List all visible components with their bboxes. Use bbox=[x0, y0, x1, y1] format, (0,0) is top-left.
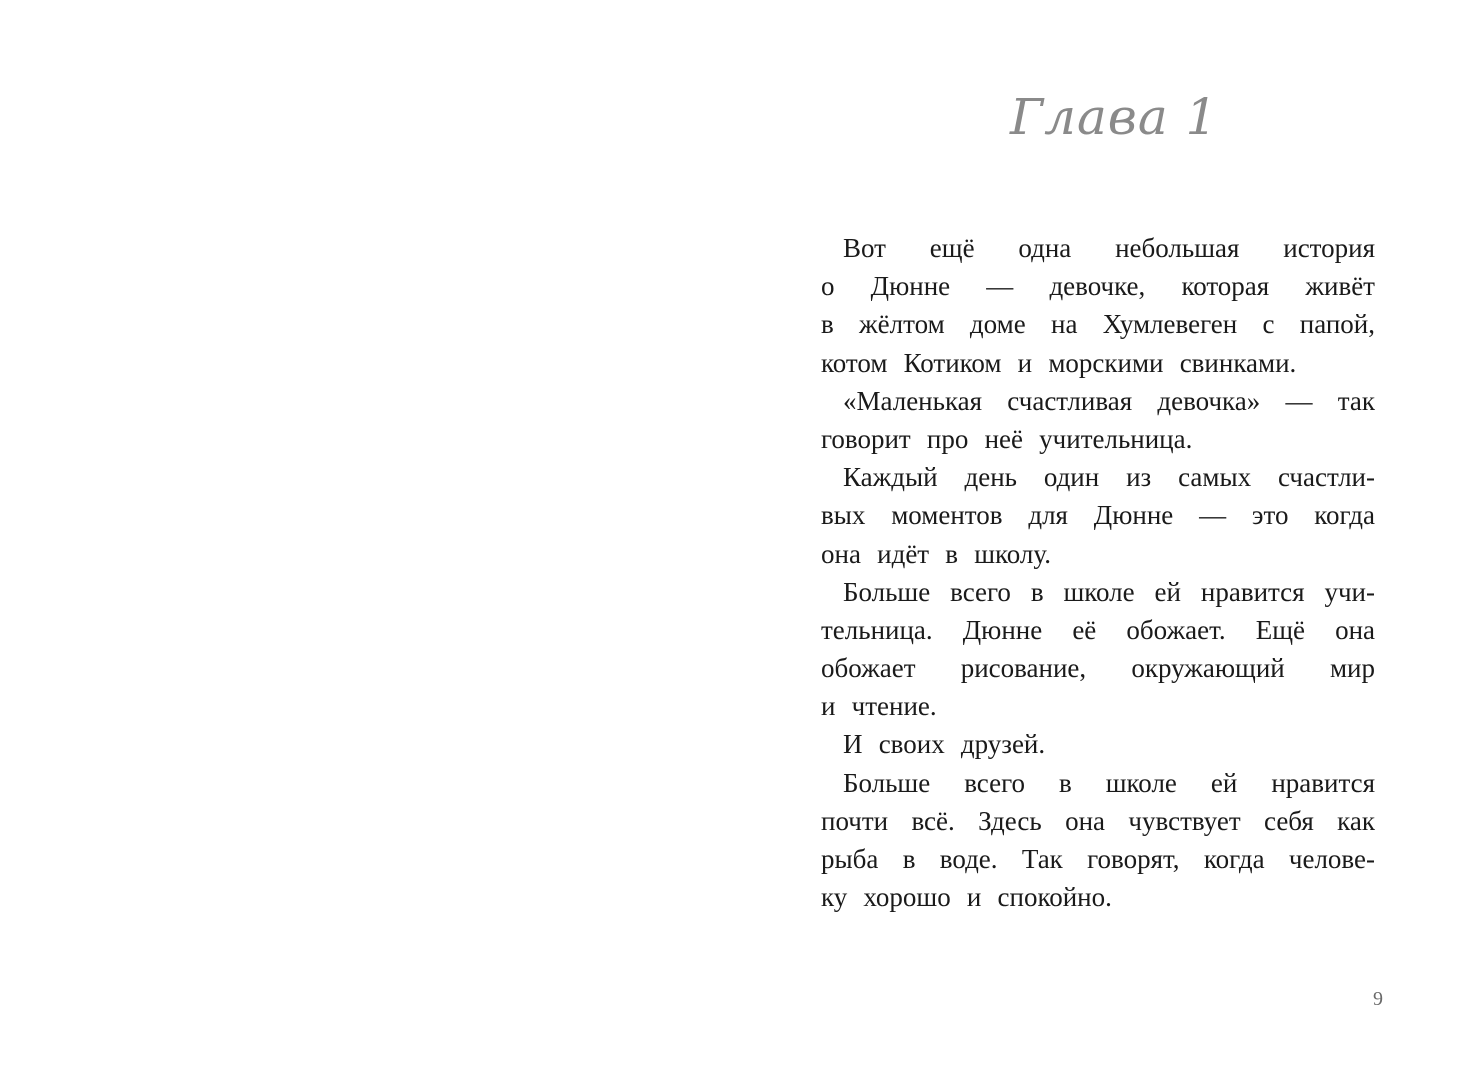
right-page bbox=[730, 0, 1460, 1080]
text-line: и чтение. bbox=[821, 691, 937, 722]
text-line: ку хорошо и спокойно. bbox=[821, 882, 1112, 913]
text-line: о Дюнне — девочке, которая живёт bbox=[821, 271, 1375, 302]
text-line: Вот ещё одна небольшая история bbox=[843, 233, 1375, 263]
text-line: обожает рисование, окружающий мир bbox=[821, 653, 1375, 684]
text-line: Каждый день один из самых счастли- bbox=[843, 462, 1375, 493]
text-line: рыба в воде. Так говорят, когда челове- bbox=[821, 844, 1375, 874]
chapter-title: Глава 1 bbox=[1010, 88, 1219, 146]
text-line: она идёт в школу. bbox=[821, 538, 1051, 569]
text-line: говорит про неё учительница. bbox=[821, 423, 1193, 454]
page-number: 9 bbox=[1373, 988, 1383, 1010]
text-line: Больше всего в школе ей нравится bbox=[843, 767, 1375, 798]
text-line: «Маленькая счастливая девочка» — так bbox=[843, 385, 1375, 416]
text-line: в жёлтом доме на Хумлевеген с папой, bbox=[821, 309, 1375, 340]
text-line: почти всё. Здесь она чувствует себя как bbox=[821, 805, 1375, 836]
text-line: Больше всего в школе ей нравится учи- bbox=[843, 576, 1375, 607]
text-line: вых моментов для Дюнне — это когда bbox=[821, 500, 1375, 531]
text-line: тельница. Дюнне её обожает. Ещё она bbox=[821, 614, 1375, 645]
text-line: котом Котиком и морскими свинками. bbox=[821, 347, 1297, 378]
chapter-text bbox=[821, 229, 1375, 916]
text-line: И своих друзей. bbox=[843, 729, 1046, 760]
